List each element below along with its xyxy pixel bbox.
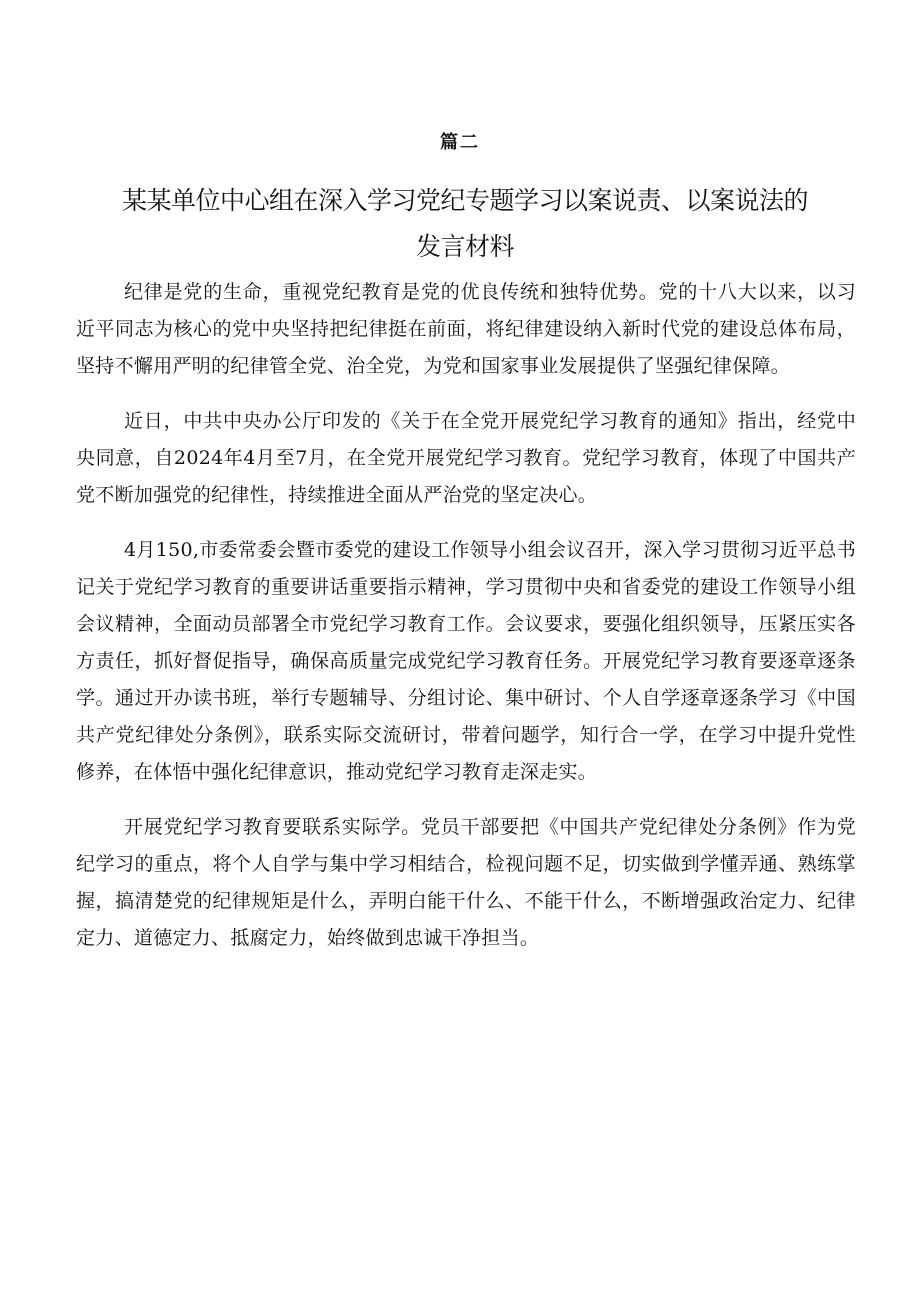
document-title: 某某单位中心组在深入学习党纪专题学习以案说责、以案说法的发言材料	[121, 186, 808, 261]
document-body	[76, 274, 856, 975]
paragraph-3: 4月150,市委常委会暨市委党的建设工作领导小组会议召开，深入学习贯彻习近平总书记关于党纪学习教育的重要讲话重要指示精神，学习贯彻中央和省委党的建设工作领导小组会议精神，全面动员部署全市党纪学习教育工作。会议要求，要强化组织领导，压紧压实各方责任，抓好督促指导，确保高质量完成党纪学习教育任务。开展党纪学习教育要逐章逐条学。通过开办读书班，举行专题辅导、分组讨论、集中研讨、个人自学逐章逐条学习《中国共产党纪律处分条例》，联系实际交流研讨，带着问题学，知行合一学，在学习中提升党性修养，在体悟中强化纪律意识，推动党纪学习教育走深走实。	[76, 539, 856, 783]
paragraph-1: 纪律是党的生命，重视党纪教育是党的优良传统和独特优势。党的十八大以来，以习近平同志为核心的党中央坚持把纪律挺在前面，将纪律建设纳入新时代党的建设总体布局，坚持不懈用严明的纪律管全党、治全党，为党和国家事业发展提供了坚强纪律保障。	[76, 281, 856, 377]
paragraph-2: 近日，中共中央办公厅印发的《关于在全党开展党纪学习教育的通知》指出，经党中央同意，自2024年4月至7月，在全党开展党纪学习教育。党纪学习教育，体现了中国共产党不断加强党的纪律性，持续推进全面从严治党的坚定决心。	[76, 410, 856, 506]
section-label: 篇二	[440, 132, 480, 153]
paragraph-4: 开展党纪学习教育要联系实际学。党员干部要把《中国共产党纪律处分条例》作为党纪学习的重点，将个人自学与集中学习相结合，检视问题不足，切实做到学懂弄通、熟练掌握，搞清楚党的纪律规矩是什么，弄明白能干什么、不能干什么，不断增强政治定力、纪律定力、道德定力、抵腐定力，始终做到忠诚干净担当。	[76, 816, 856, 949]
